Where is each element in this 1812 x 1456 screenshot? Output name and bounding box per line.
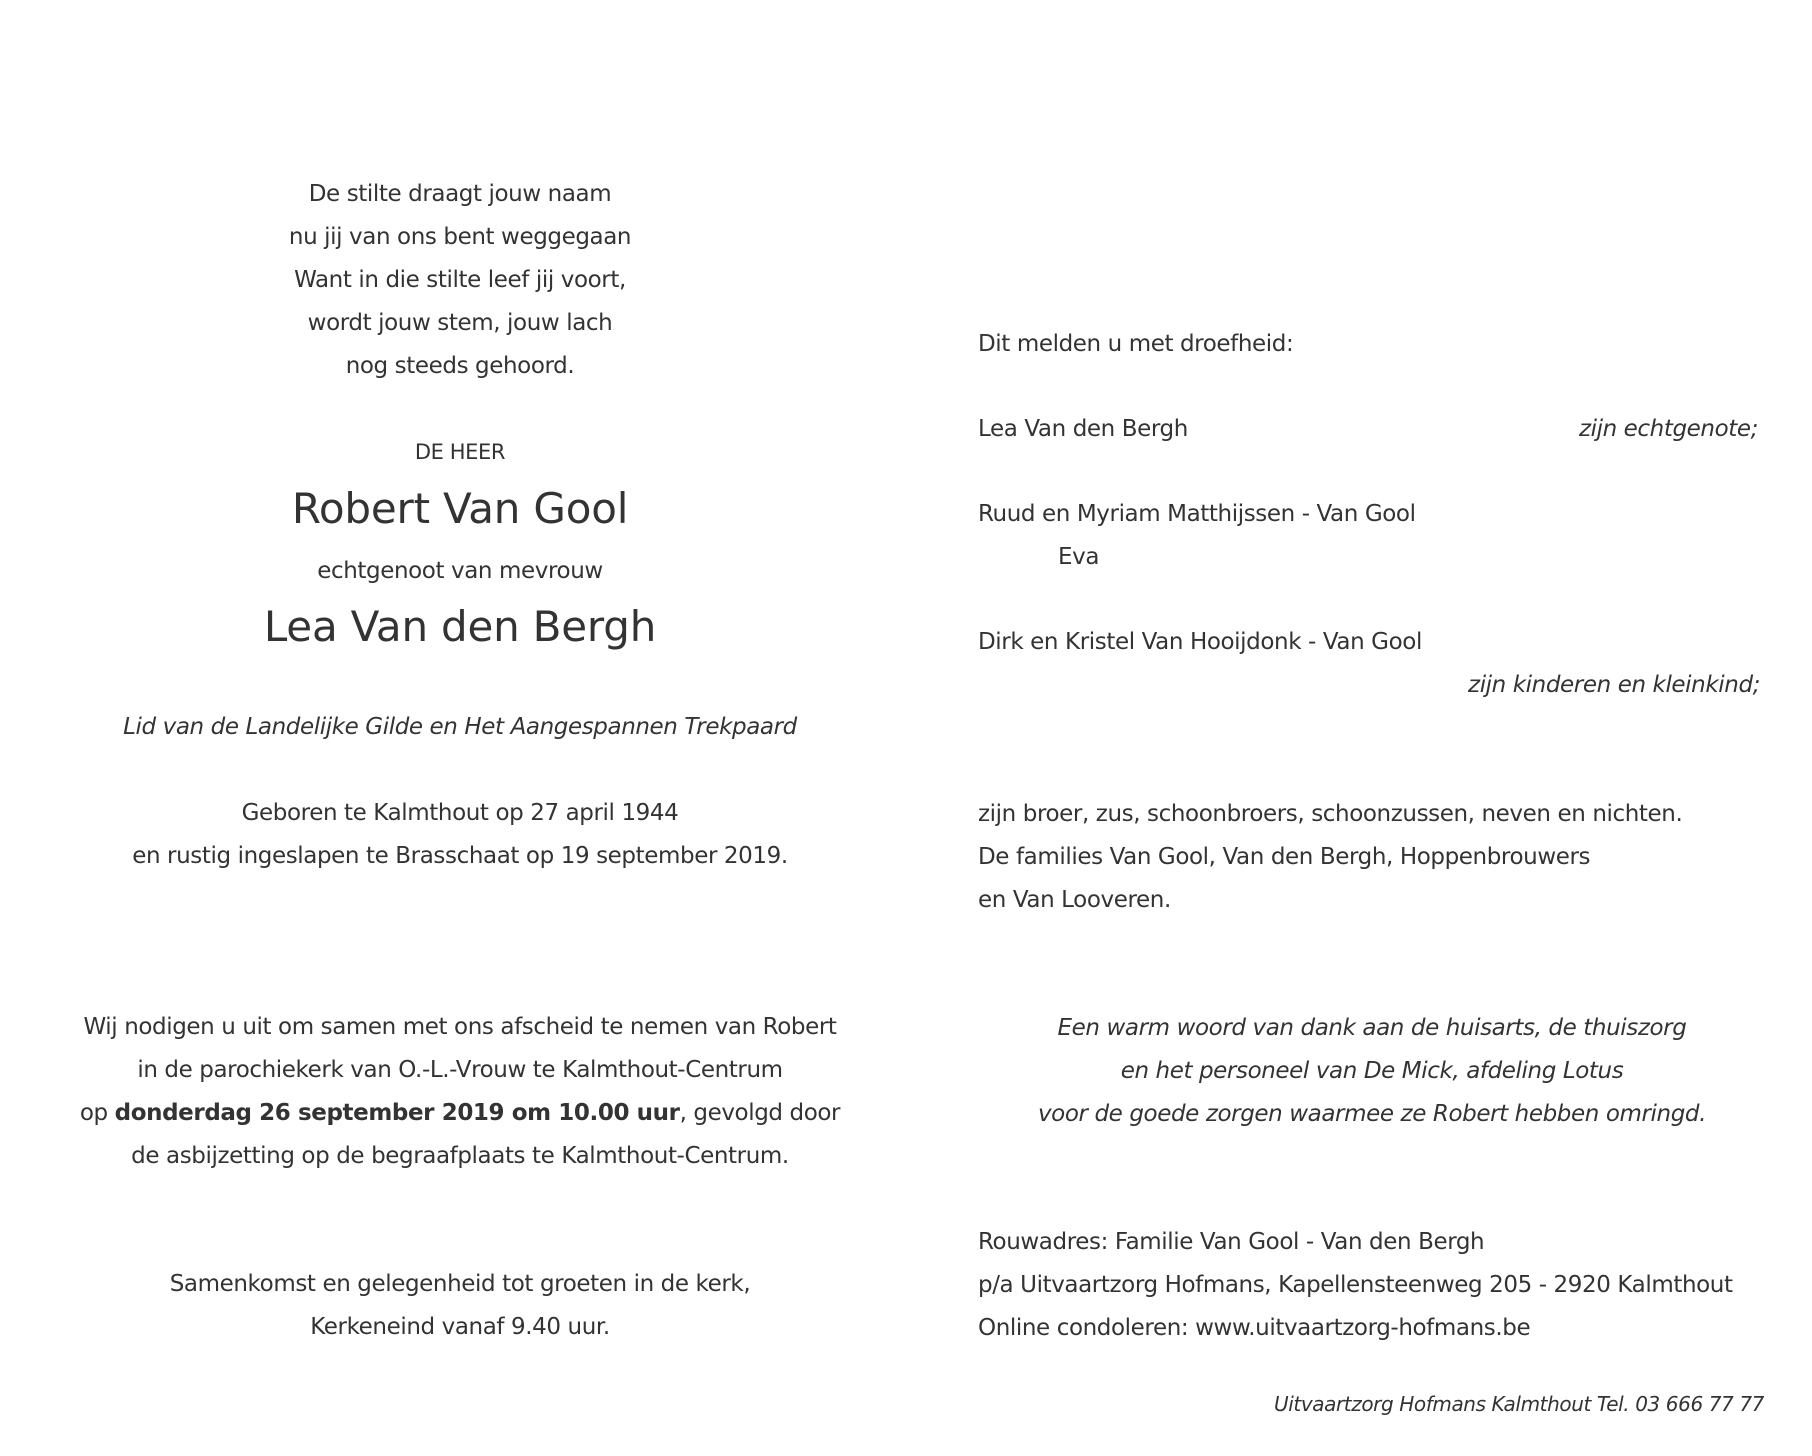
contact-address-1: Rouwadres: Familie Van Gool - Van den Bergh — [978, 1229, 1485, 1255]
ceremony-line-2: in de parochiekerk van O.-L.-Vrouw te Kalmthout-Centrum — [137, 1057, 783, 1083]
family-relatives-3: en Van Looveren. — [978, 887, 1171, 913]
membership-line: Lid van de Landelijke Gilde en Het Aangespannen Trekpaard — [123, 714, 797, 740]
ceremony-date-time: donderdag 26 september 2019 om 10.00 uur — [114, 1100, 680, 1126]
family-children-role: zijn kinderen en kleinkind; — [1468, 672, 1760, 698]
thanks-line-3: voor de goede zorgen waarmee ze Robert hebben omringd. — [1037, 1101, 1707, 1127]
poem-line-3: Want in die stilte leef jij voort, — [294, 267, 626, 293]
family-spouse-role: zijn echtgenote; — [1578, 416, 1758, 442]
announce-intro: Dit melden u met droefheid: — [978, 331, 1294, 357]
family-child-2: Dirk en Kristel Van Hooijdonk - Van Gool — [978, 629, 1422, 655]
birth-line: Geboren te Kalmthout op 27 april 1944 — [241, 800, 679, 826]
thanks-line-2: en het personeel van De Mick, afdeling Lotus — [1120, 1058, 1624, 1084]
family-relatives-2: De families Van Gool, Van den Bergh, Hoppenbrouwers — [978, 844, 1591, 870]
gathering-line-2: Kerkeneind vanaf 9.40 uur. — [310, 1314, 610, 1340]
poem-line-4: wordt jouw stem, jouw lach — [307, 310, 613, 336]
ceremony-line-3 — [40, 1099, 880, 1127]
spouse-intro: echtgenoot van mevrouw — [317, 558, 603, 584]
deceased-name: Robert Van Gool — [291, 484, 629, 533]
family-relatives-1: zijn broer, zus, schoonbroers, schoonzussen, neven en nichten. — [978, 801, 1683, 827]
poem-line-5: nog steeds gehoord. — [345, 353, 575, 379]
ceremony-line-3-prefix: op — [79, 1100, 115, 1126]
thanks-line-1: Een warm woord van dank aan de huisarts, de thuiszorg — [1057, 1015, 1687, 1041]
contact-online: Online condoleren: www.uitvaartzorg-hofmans.be — [978, 1315, 1531, 1341]
ceremony-line-3-suffix: , gevolgd door — [679, 1100, 841, 1126]
family-spouse: Lea Van den Bergh — [978, 416, 1188, 442]
poem-line-1: De stilte draagt jouw naam — [308, 181, 612, 207]
ceremony-line-4: de asbijzetting op de begraafplaats te Kalmthout-Centrum. — [131, 1143, 789, 1169]
family-grandchild: Eva — [1058, 544, 1100, 570]
ceremony-line-1: Wij nodigen u uit om samen met ons afscheid te nemen van Robert — [83, 1014, 837, 1040]
family-child-1: Ruud en Myriam Matthijssen - Van Gool — [978, 501, 1416, 527]
contact-address-2: p/a Uitvaartzorg Hofmans, Kapellensteenweg 205 - 2920 Kalmthout — [978, 1272, 1733, 1298]
poem-line-2: nu jij van ons bent weggegaan — [288, 224, 632, 250]
gathering-line-1: Samenkomst en gelegenheid tot groeten in de kerk, — [169, 1271, 751, 1297]
spouse-name: Lea Van den Bergh — [263, 602, 657, 651]
footer-funeral-home: Uitvaartzorg Hofmans Kalmthout Tel. 03 666 77 77 — [1273, 1392, 1764, 1416]
honorific: DE HEER — [414, 440, 506, 464]
death-line: en rustig ingeslapen te Brasschaat op 19 september 2019. — [132, 843, 788, 869]
